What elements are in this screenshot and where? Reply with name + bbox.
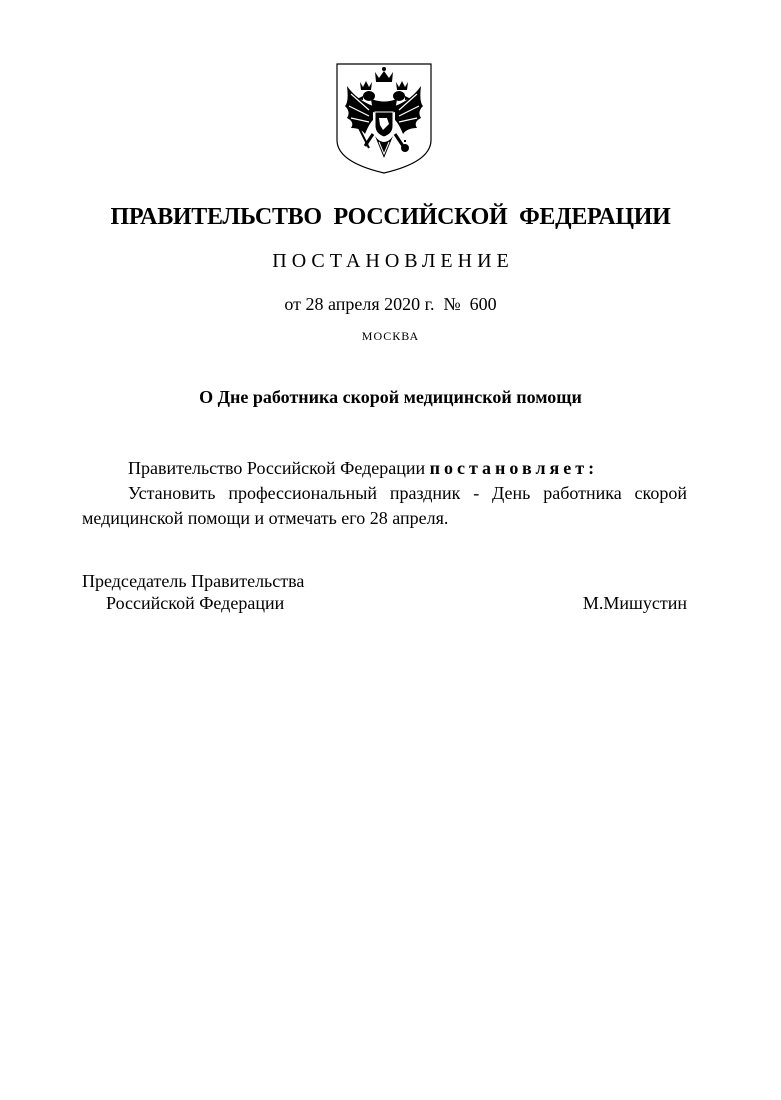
document-city: МОСКВА — [361, 329, 420, 343]
coat-of-arms-icon — [335, 62, 433, 175]
signature-block — [82, 570, 687, 614]
body-paragraph-2: Установить профессиональный праздник - День работника скорой медицинской помощи и отмечать его 28 апреля. — [82, 483, 687, 528]
body-paragraph-1 — [82, 456, 687, 481]
government-title: ПРАВИТЕЛЬСТВО РОССИЙСКОЙ ФЕДЕРАЦИИ — [110, 204, 671, 230]
body-paragraph-1-text: Правительство Российской Федерации — [128, 458, 430, 478]
document-subject: О Дне работника скорой медицинской помощи — [199, 387, 582, 407]
document-date-number: от 28 апреля 2020 г. № 600 — [284, 294, 497, 314]
document-body — [82, 456, 687, 531]
signatory-title-line-2: Российской Федерации — [106, 593, 285, 613]
signatory-name: М.Мишустин — [582, 593, 687, 613]
document-type: ПОСТАНОВЛЕНИЕ — [272, 250, 514, 272]
resolves-emphasis: постановляет: — [429, 458, 599, 478]
signatory-title-line-1: Председатель Правительства — [82, 571, 305, 591]
